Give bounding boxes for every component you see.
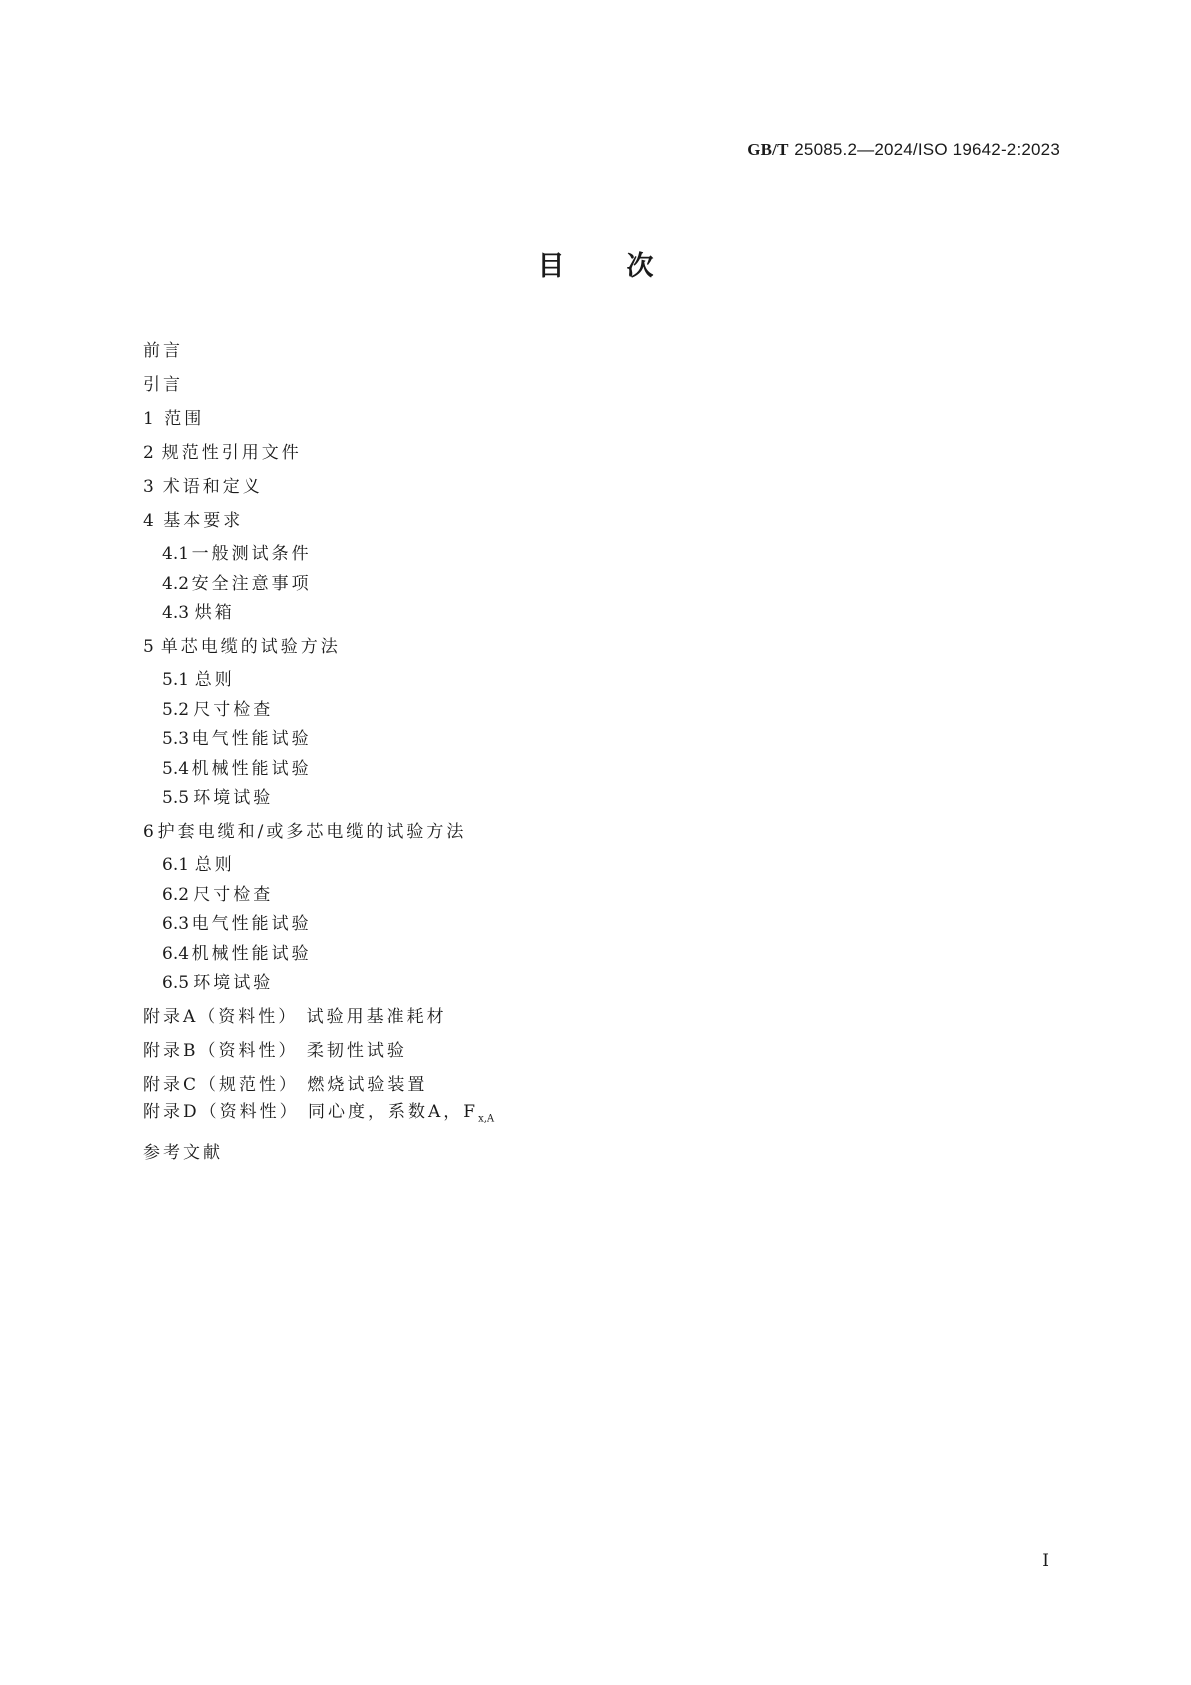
toc-entry-title [164,406,204,432]
toc-entry-number: 1 [143,409,154,429]
toc-entry-title [195,852,235,878]
toc-entry-number: 3 [143,477,154,497]
toc-entry-title [143,1140,223,1166]
toc-entry-title-text: 参考文献 [143,1143,223,1163]
toc-entry-title-text: 单芯电缆的试验方法 [160,637,341,657]
toc-entry-title [195,667,235,693]
toc-entry-number: 5.1 [162,670,190,690]
toc-entry-title-text: 护套电缆和/或多芯电缆的试验方法 [157,822,467,842]
toc-entry-title-text: 基本要求 [163,511,244,531]
standard-prefix: GB/T [747,140,789,159]
toc-entry-number: 6.1 [162,855,190,875]
toc-entry-title [143,338,183,364]
toc-entry-title [195,600,235,626]
toc-entry-number: 4 [143,511,154,531]
toc-entry-title [143,372,183,398]
toc-entry-number: 6.2 [162,884,190,905]
toc-entry-number: 6.5 [162,973,190,993]
toc-entry-title-text: 总则 [194,670,235,690]
toc-entry-number: 2 [143,443,154,463]
toc-entry-page [235,0,1060,1166]
toc-entry-title-text: 附录A（资料性） 试验用基准耗材 [143,1007,447,1027]
toc-entry-number: 5.3 [162,729,190,749]
toc-entry-title-text: 附录C（规范性） 燃烧试验装置 [143,1075,428,1095]
toc-entry-number: 5 [143,637,154,657]
toc-entry-title-text: 安全注意事项 [191,573,312,594]
toc-entry-title-text: 附录D（资料性） 同心度，系数A，F [143,1101,479,1122]
toc-entry-number: 4.2 [162,573,190,594]
toc-entry-subscript: x,A [478,1113,495,1124]
toc-entry[interactable] [143,1140,1060,1166]
toc-entry-title-text: 引言 [143,375,183,395]
toc-entry-title-text: 尺寸检查 [193,884,274,905]
toc-entry-title-text: 电气性能试验 [191,729,312,749]
toc-entry-title-text: 烘箱 [194,603,235,623]
toc-entry-title-text: 一般测试条件 [191,544,312,564]
toc-entry-title-text: 规范性引用文件 [161,443,302,463]
toc-entry-number: 5.5 [162,788,190,808]
toc-entry-title-text: 机械性能试验 [191,943,312,964]
toc-entry-number: 4.3 [162,603,190,623]
toc-title: 目次 [537,251,716,282]
toc-entry-title-text: 电气性能试验 [191,914,312,934]
toc-entry-title-text: 附录B（资料性） 柔韧性试验 [143,1041,407,1061]
toc-entry-title-text: 环境试验 [193,788,274,808]
toc-entry-number: 6.3 [162,914,190,934]
toc-entry-title-text: 机械性能试验 [191,758,312,779]
page-folio: Ⅰ [1042,1551,1049,1571]
toc-entry-title-text: 总则 [194,855,235,875]
toc-entry-title-text: 范围 [164,409,205,429]
toc-entry-title [163,508,243,534]
toc-entry-title-text: 环境试验 [193,973,274,993]
toc-entry-number: 6.4 [162,943,190,964]
toc-entry-title-text: 尺寸检查 [193,699,274,720]
toc-entry-number: 6 [143,822,154,842]
toc-entry-title-text: 术语和定义 [162,477,263,497]
toc-entry-number: 5.2 [162,699,190,720]
toc-entry-number: 5.4 [162,758,190,779]
toc-entry-title-text: 前言 [143,341,183,361]
toc-entry-number: 4.1 [162,544,190,564]
standard-code: 25085.2—2024/ISO 19642-2:2023 [794,140,1060,159]
